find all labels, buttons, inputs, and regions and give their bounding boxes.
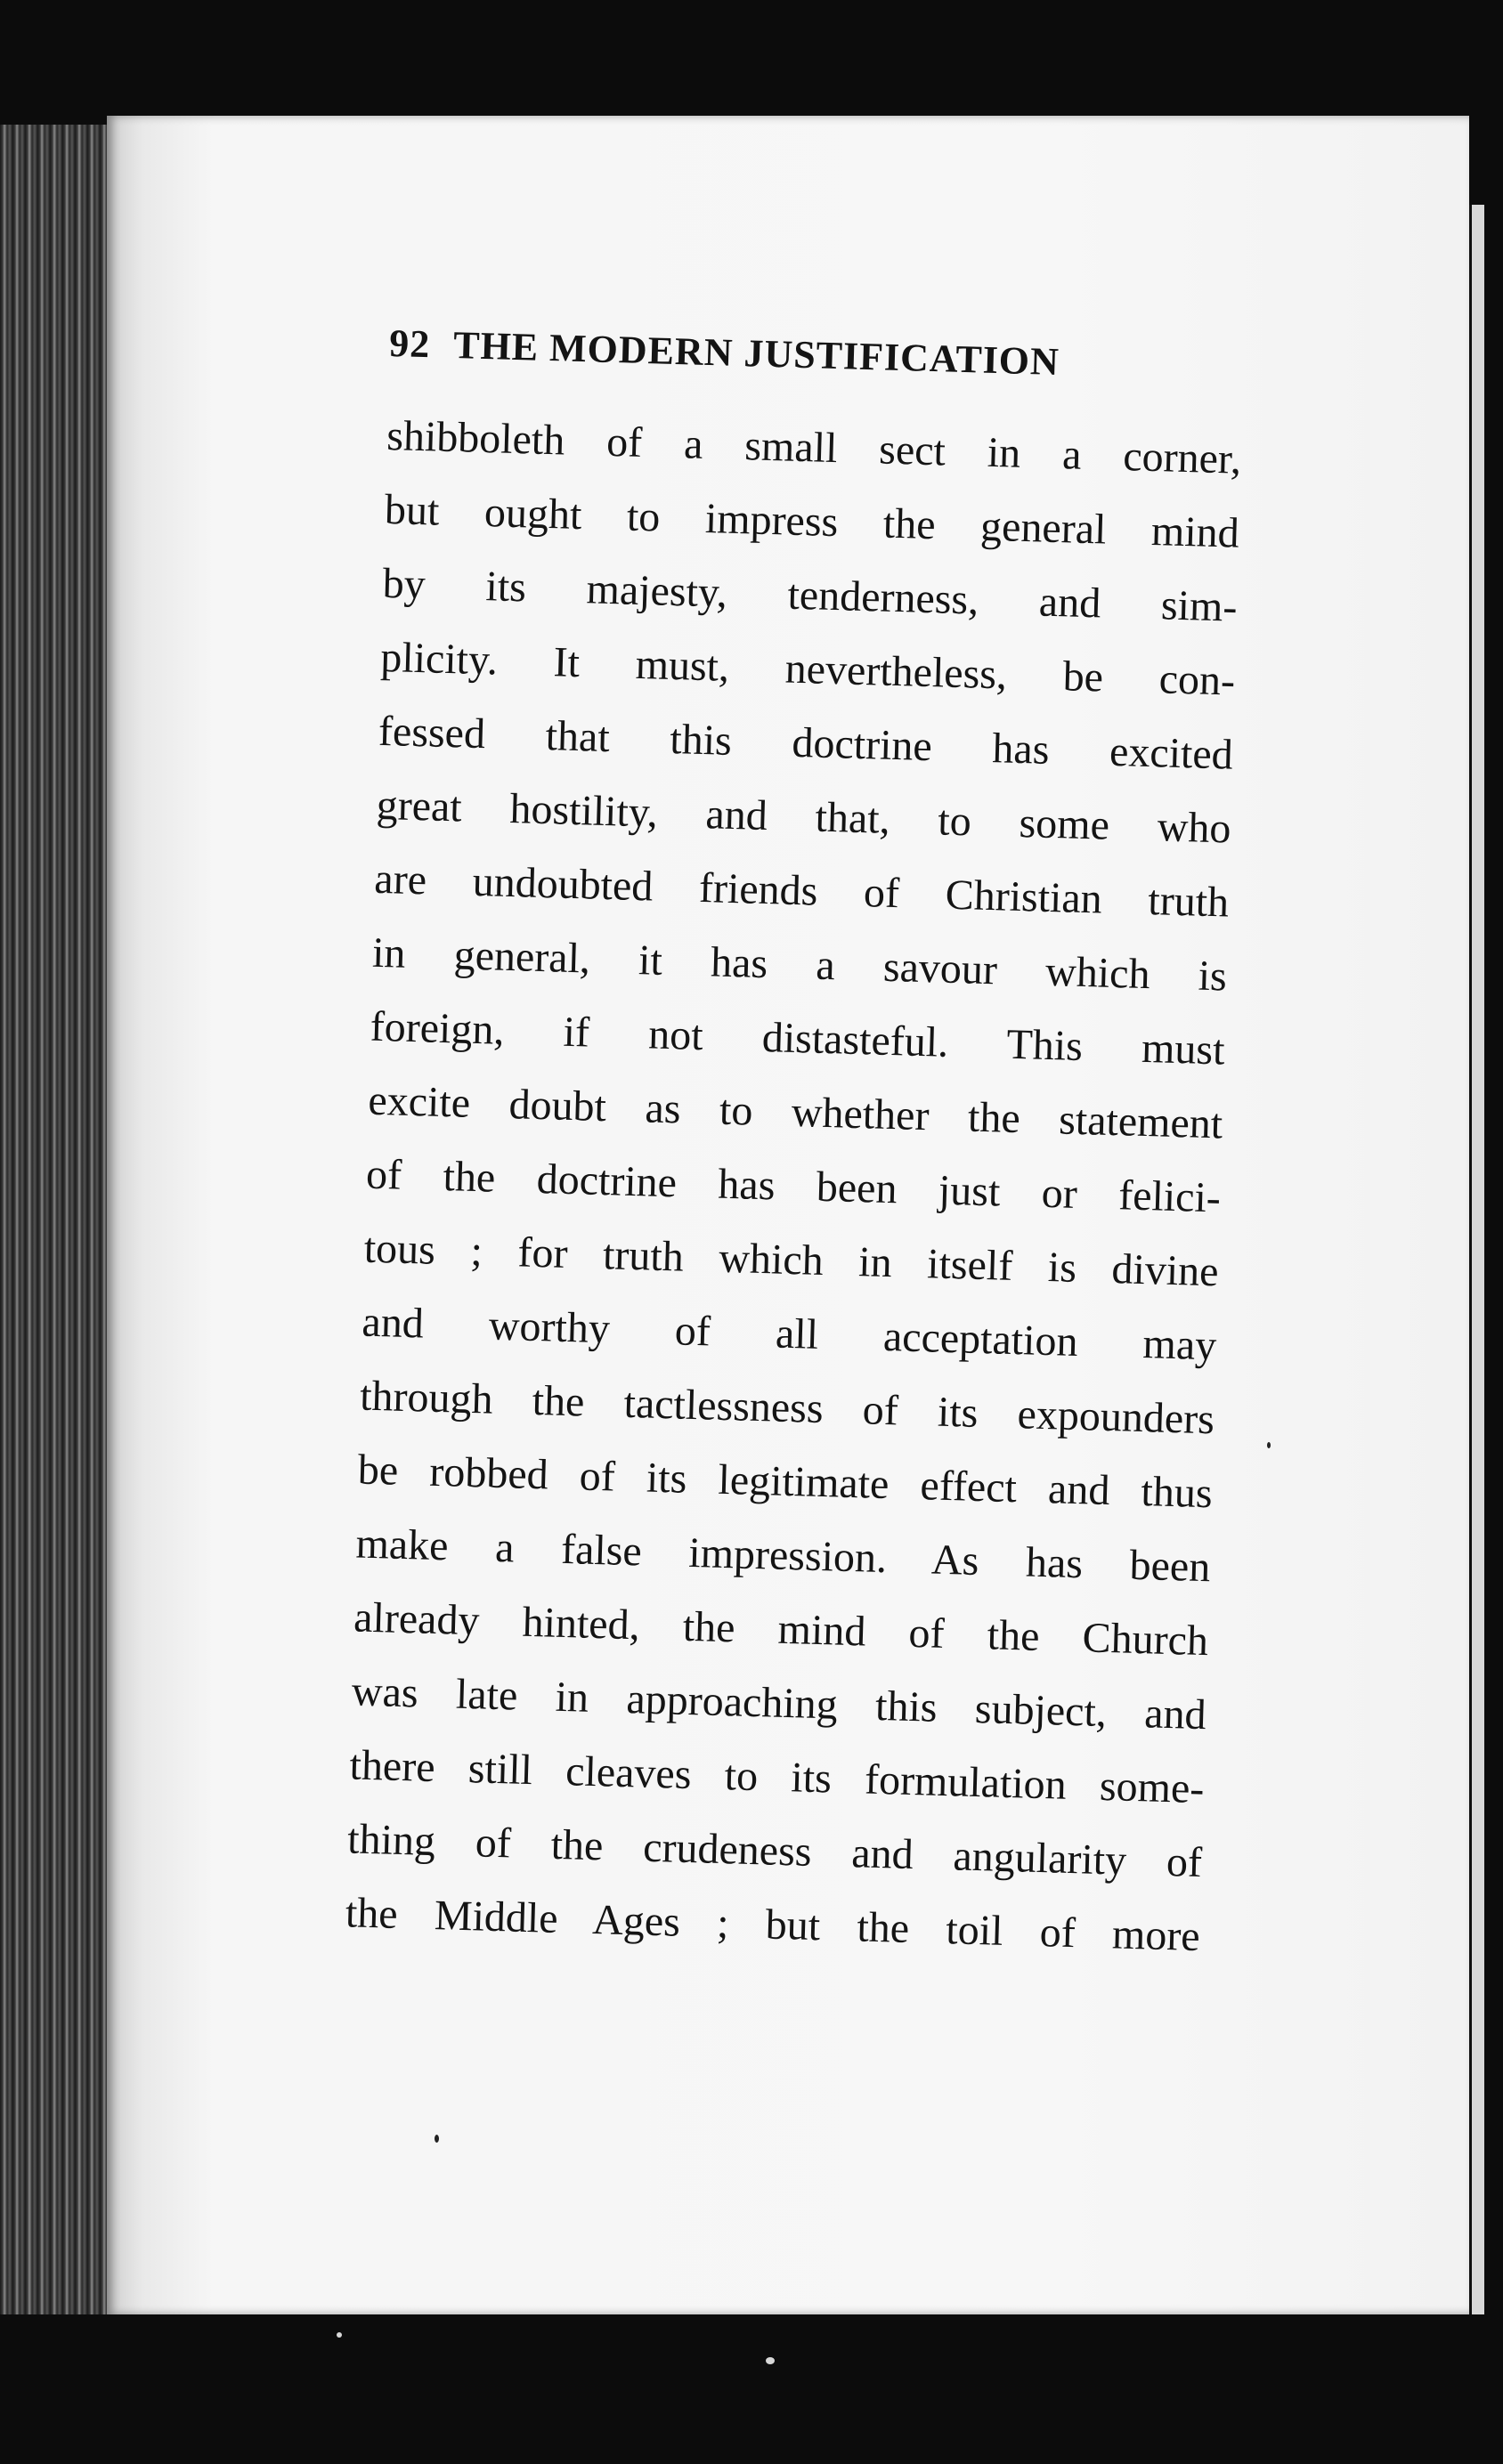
body-line: tous ; for truth which in itself is divine — [363, 1224, 1220, 1296]
body-line: great hostility, and that, to some who — [376, 781, 1232, 853]
body-line: fessed that this doctrine has excited — [378, 707, 1234, 779]
body-line: was late in approaching this subject, and — [351, 1667, 1207, 1739]
scan-speck — [1267, 1442, 1271, 1448]
body-line: excite doubt as to whether the statement — [367, 1076, 1223, 1148]
body-line: there still cleaves to its formulation some- — [348, 1741, 1206, 1813]
body-text — [345, 399, 1287, 1975]
body-line: already hinted, the mind of the Church — [353, 1593, 1209, 1666]
body-line: plicity. It must, nevertheless, be con- — [379, 633, 1236, 705]
scan-speck — [337, 2332, 342, 2338]
body-line: thing of the crudeness and angularity of — [346, 1815, 1203, 1887]
facing-page-edge — [1469, 205, 1484, 2314]
scan-speck — [766, 2357, 775, 2364]
body-line: by its majesty, tenderness, and sim- — [382, 559, 1239, 631]
body-line: and worthy of all acceptation may — [361, 1298, 1217, 1370]
body-line: shibboleth of a small sect in a corner, — [386, 411, 1242, 483]
body-line: are undoubted friends of Christian truth — [373, 855, 1230, 927]
running-title: THE MODERN JUSTIFICATION — [452, 323, 1060, 385]
body-line: be robbed of its legitimate effect and thus — [357, 1446, 1214, 1518]
scan-speck — [435, 2135, 439, 2143]
body-line: but ought to impress the general mind — [384, 485, 1240, 557]
body-line: in general, it has a savour which is — [371, 928, 1228, 1001]
text-block — [345, 320, 1289, 1974]
body-line: through the tactlessness of its expounders — [359, 1372, 1215, 1444]
body-line: the Middle Ages ; but the toil of more — [345, 1889, 1201, 1961]
body-line: foreign, if not distasteful. This must — [370, 1002, 1226, 1074]
page-number: 92 — [388, 320, 431, 367]
body-line: make a false impression. As has been — [354, 1520, 1211, 1592]
body-line: of the doctrine has been just or felici- — [365, 1150, 1222, 1222]
